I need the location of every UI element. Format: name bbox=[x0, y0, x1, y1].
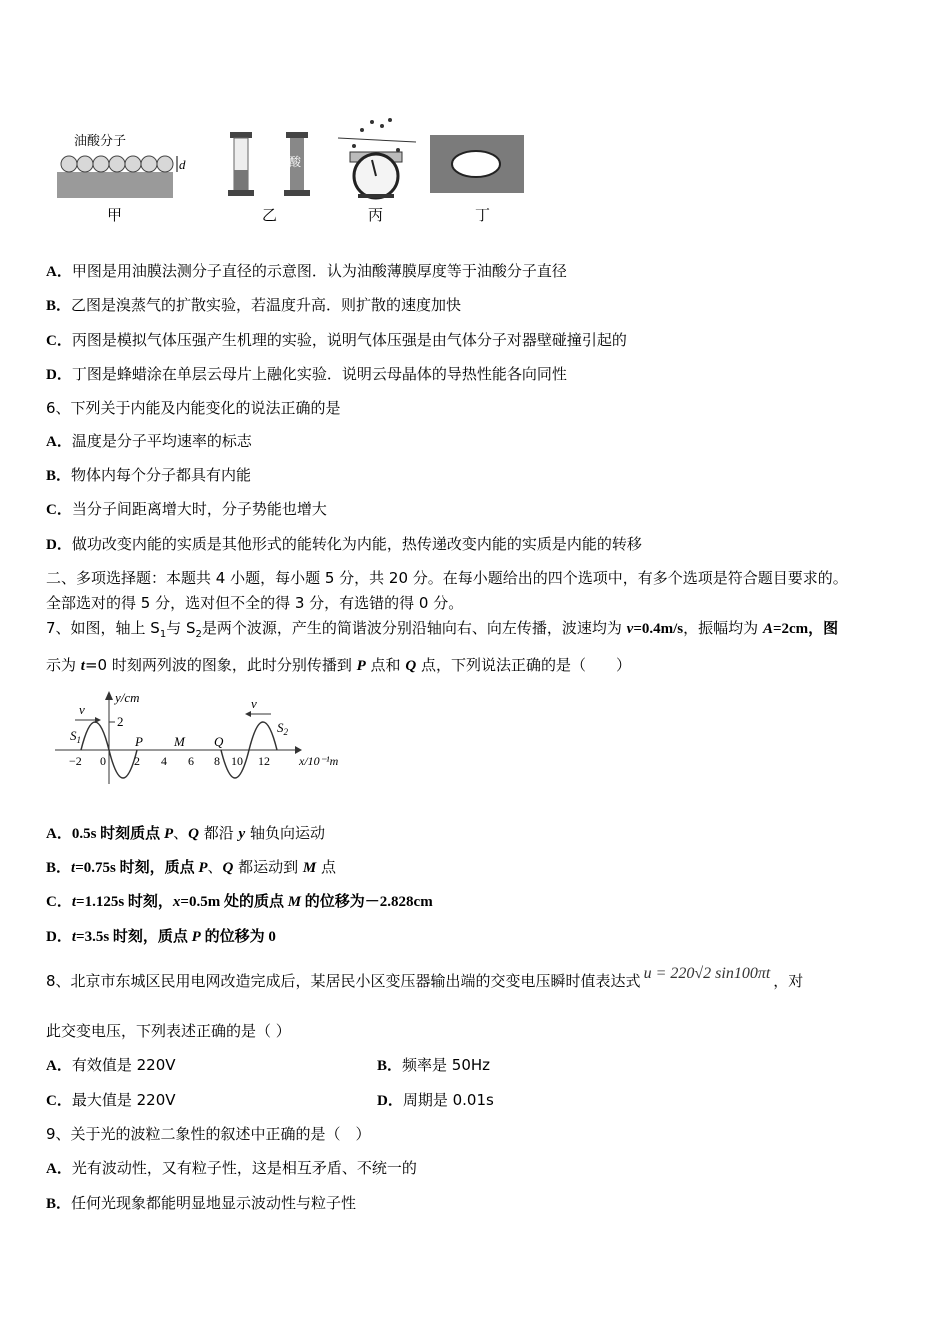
voltage-formula: u = 220√2 sin100πt bbox=[643, 965, 771, 982]
q9-stem: 9、关于光的波粒二象性的叙述中正确的是（ ） bbox=[46, 1125, 371, 1143]
q6-option-a[interactable]: A．温度是分子平均速率的标志 bbox=[46, 432, 252, 450]
tick-x-12: 12 bbox=[258, 754, 270, 768]
q7-option-c[interactable]: C．t=1.125s 时刻，x=0.5m 处的质点 M 的位移为－2.828cm bbox=[46, 894, 433, 910]
q7-option-a[interactable]: A．0.5s 时刻质点 P、Q 都沿 y 轴负向运动 bbox=[46, 824, 325, 842]
v-right-label: v bbox=[251, 696, 257, 711]
q7-option-d[interactable]: D．t=3.5s 时刻，质点 P 的位移为 0 bbox=[46, 929, 276, 945]
q5-option-a[interactable]: A．甲图是用油膜法测分子直径的示意图．认为油酸薄膜厚度等于油酸分子直径 bbox=[46, 262, 567, 280]
s1-label: $S_1$ bbox=[70, 728, 81, 745]
figure-yi bbox=[224, 130, 316, 200]
q8-option-b[interactable]: B．频率是 50Hz bbox=[377, 1056, 491, 1074]
q7-option-b[interactable]: B．t=0.75s 时刻，质点 P、Q 都运动到 M 点 bbox=[46, 858, 337, 876]
oil-molecule-label: 油酸分子 bbox=[74, 134, 127, 149]
q5-option-c[interactable]: C．丙图是模拟气体压强产生机理的实验，说明气体压强是由气体分子对器壁碰撞引起的 bbox=[46, 331, 627, 349]
tick-y-2: 2 bbox=[117, 714, 124, 729]
point-m: M bbox=[174, 734, 185, 749]
section2-line1: 二、多项选择题：本题共 4 小题，每小题 5 分，共 20 分。在每小题给出的四个选项中，有多个选项是符合题目要求的。 bbox=[46, 569, 848, 587]
q9-option-a[interactable]: A．光有波动性，又有粒子性，这是相互矛盾、不统一的 bbox=[46, 1159, 417, 1177]
x-axis-label: x/10⁻¹m bbox=[299, 754, 339, 768]
q9-option-b[interactable]: B．任何光现象都能明显地显示波动性与粒子性 bbox=[46, 1194, 357, 1212]
y-axis-label: y/cm bbox=[115, 690, 140, 705]
tick-x-2: 2 bbox=[134, 754, 140, 768]
tick-x-4: 4 bbox=[161, 754, 167, 768]
figure-ding bbox=[430, 135, 524, 193]
v-left-label: v bbox=[79, 702, 85, 717]
tick-x--2: −2 bbox=[69, 754, 82, 768]
d-label: d bbox=[179, 157, 186, 172]
q5-option-d[interactable]: D．丁图是蜂蜡涂在单层云母片上融化实验．说明云母晶体的导热性能各向同性 bbox=[46, 365, 567, 383]
point-q: Q bbox=[214, 734, 224, 749]
acid-label: 酸 bbox=[289, 155, 302, 169]
q7-stem-line2: 示为 t=0 时刻两列波的图象，此时分别传播到 P 点和 Q 点，下列说法正确的是（ ） bbox=[46, 656, 631, 674]
s2-label: $S_2$ bbox=[277, 720, 288, 737]
wave-graph bbox=[55, 688, 355, 788]
figure-bing bbox=[332, 116, 422, 200]
tick-x-0: 0 bbox=[100, 754, 106, 768]
caption-bing: 丙 bbox=[368, 206, 384, 224]
q6-stem: 6、下列关于内能及内能变化的说法正确的是 bbox=[46, 399, 341, 417]
q6-option-d[interactable]: D．做功改变内能的实质是其他形式的能转化为内能，热传递改变内能的实质是内能的转移 bbox=[46, 535, 642, 553]
tick-x-10: 10 bbox=[231, 754, 243, 768]
caption-jia: 甲 bbox=[107, 206, 123, 224]
caption-ding: 丁 bbox=[475, 206, 491, 224]
caption-yi: 乙 bbox=[262, 206, 278, 224]
q7-stem-line1: 7、如图，轴上 $S_1$与 $S_2$是两个波源，产生的简谐波分别沿轴向右、向左传播，波速均为 v=0.4m/s，振幅均为 A=2cm，图 bbox=[46, 619, 839, 640]
q8-option-a[interactable]: A．有效值是 220V bbox=[46, 1056, 176, 1074]
q8-option-c[interactable]: C．最大值是 220V bbox=[46, 1091, 176, 1109]
tick-x-6: 6 bbox=[188, 754, 194, 768]
q5-option-b[interactable]: B．乙图是溴蒸气的扩散实验，若温度升高．则扩散的速度加快 bbox=[46, 296, 462, 314]
q8-option-d[interactable]: D．周期是 0.01s bbox=[377, 1091, 494, 1109]
q8-stem-line1: 8、北京市东城区民用电网改造完成后，某居民小区变压器输出端的交变电压瞬时值表达式 u = 220√2 sin100πt ，对 bbox=[46, 965, 804, 990]
q6-option-c[interactable]: C．当分子间距离增大时，分子势能也增大 bbox=[46, 500, 327, 518]
tick-x-8: 8 bbox=[214, 754, 220, 768]
point-p: P bbox=[135, 734, 143, 749]
q6-option-b[interactable]: B．物体内每个分子都具有内能 bbox=[46, 466, 252, 484]
section2-line2: 全部选对的得 5 分，选对但不全的得 3 分，有选错的得 0 分。 bbox=[46, 594, 464, 612]
q8-stem-line2: 此交变电压，下列表述正确的是（ ） bbox=[46, 1022, 291, 1040]
figure-jia bbox=[52, 128, 192, 200]
